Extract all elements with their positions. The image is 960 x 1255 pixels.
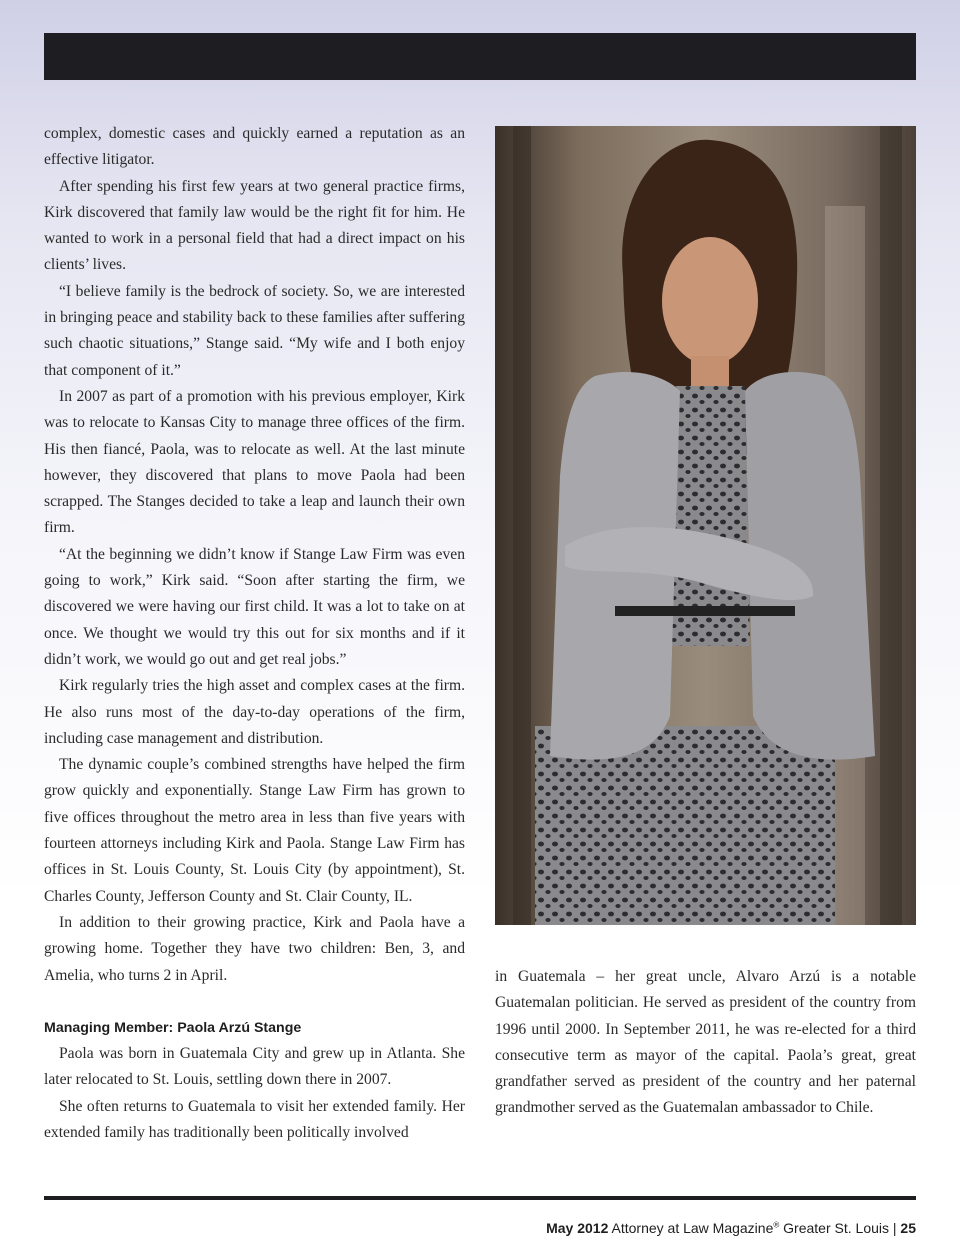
footer-separator: |	[892, 1220, 897, 1236]
article-paragraph: complex, domestic cases and quickly earned a reputation as an effective litigator.	[44, 125, 465, 169]
footer-date: May 2012	[546, 1220, 609, 1236]
article-paragraph: She often returns to Guatemala to visit her extended family. Her extended family has traditionally been politically involved	[44, 1097, 465, 1141]
article-paragraph: In addition to their growing practice, Kirk and Paola have a growing home. Together they have two children: Ben, 3, and Amelia, who turns 2 in April.	[44, 913, 465, 984]
article-paragraph: After spending his first few years at two general practice firms, Kirk discovered that family law would be the right fit for him. He wanted to work in a personal field that had a direct impact on his clients’ lives.	[44, 177, 465, 274]
footer-edition: Greater St. Louis	[783, 1220, 889, 1236]
portrait-photo	[495, 126, 916, 925]
footer-publication: Attorney at Law Magazine	[611, 1220, 774, 1236]
article-paragraph: The dynamic couple’s combined strengths have helped the firm grow quickly and exponentially. Stange Law Firm has grown to five offices throughout the metro area in less than five years with fourteen attorneys including Kirk and Paola. Stange Law Firm has offices in St. Louis County, St. Louis City (by appointment), St. Charles County, Jefferson County and St. Clair County, IL.	[44, 756, 465, 905]
article-paragraph: “I believe family is the bedrock of society. So, we are interested in bringing peace and stability back to these families after suffering such chaotic situations,” Stange said. “My wife and I both enjoy that component of it.”	[44, 282, 465, 379]
article-paragraph: in Guatemala – her great uncle, Alvaro Arzú is a notable Guatemalan politician. He served as president of the country from 1996 until 2000. In September 2011, he was re-elected for a third consecutive term as mayor of the capital. Paola’s great, great grandfather served as president of the country and her paternal grandmother served as the Guatemalan ambassador to Chile.	[495, 968, 916, 1117]
article-paragraph: “At the beginning we didn’t know if Stange Law Firm was even going to work,” Kirk said. “Soon after starting the firm, we discovered we were having our first child. It was a lot to take on at once. We thought we would try this out for six months and if it didn’t work, we would go out and get real jobs.”	[44, 545, 465, 668]
footer-rule	[44, 1196, 916, 1200]
header-bar	[44, 33, 916, 80]
section-subheading: Managing Member: Paola Arzú Stange	[44, 1019, 302, 1036]
registered-mark: ®	[773, 1220, 780, 1230]
article-paragraph: Paola was born in Guatemala City and grew up in Atlanta. She later relocated to St. Louis, settling down there in 2007.	[44, 1045, 465, 1089]
right-column	[495, 964, 916, 1122]
left-column	[44, 121, 465, 1146]
page-footer	[546, 1220, 916, 1236]
page-number: 25	[900, 1220, 916, 1236]
article-paragraph: Kirk regularly tries the high asset and complex cases at the firm. He also runs most of the day-to-day operations of the firm, including case management and distribution.	[44, 677, 465, 747]
article-paragraph: In 2007 as part of a promotion with his previous employer, Kirk was to relocate to Kansas City to manage three offices of the firm. His then fiancé, Paola, was to relocate as well. At the last minute however, they discovered that plans to move Paola had been scrapped. The Stanges decided to take a leap and launch their own firm.	[44, 387, 465, 537]
